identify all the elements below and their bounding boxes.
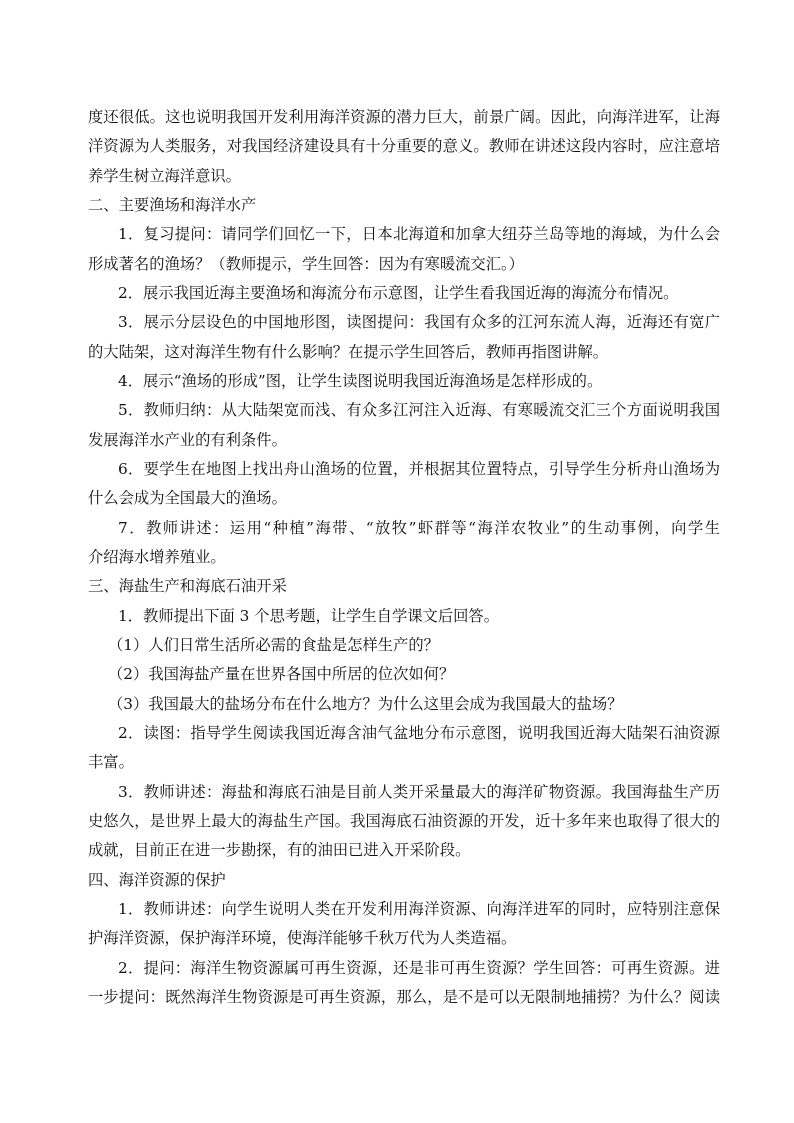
paragraph-line: 3．展示分层设色的中国地形图，读图提问：我国有众多的江河东流人海，近海还有宽广 bbox=[118, 313, 720, 332]
paragraph-line: 养学生树立海洋意识。 bbox=[88, 166, 241, 185]
paragraph-line: 6．要学生在地图上找出舟山渔场的位置，并根据其位置特点，引导学生分析舟山渔场为 bbox=[118, 459, 720, 478]
section-heading: 四、海洋资源的保护 bbox=[88, 870, 226, 889]
paragraph-line: 发展海洋水产业的有利条件。 bbox=[88, 430, 287, 449]
paragraph-line: 1．复习提问：请同学们回忆一下，日本北海道和加拿大纽芬兰岛等地的海域，为什么会 bbox=[118, 225, 720, 244]
paragraph-line: 度还很低。这也说明我国开发利用海洋资源的潜力巨大，前景广阔。因此，向海洋进军，让海 bbox=[88, 108, 720, 126]
paragraph-line: 2．读图：指导学生阅读我国近海含油气盆地分布示意图，说明我国近海大陆架石油资源 bbox=[118, 723, 720, 742]
paragraph-line: 1．教师提出下面 3 个思考题，让学生自学课文后回答。 bbox=[118, 606, 500, 625]
paragraph-line: 丰富。 bbox=[88, 753, 134, 772]
paragraph-line: 什么会成为全国最大的渔场。 bbox=[88, 489, 287, 508]
paragraph-line: 3．教师讲述：海盐和海底石油是目前人类开采量最大的海洋矿物资源。我国海盐生产历 bbox=[118, 782, 720, 801]
paragraph-line: 的大陆架，这对海洋生物有什么影响？在提示学生回答后，教师再指图讲解。 bbox=[88, 342, 609, 361]
question-item: （1）人们日常生活所必需的食盐是怎样生产的？ bbox=[108, 635, 439, 654]
section-heading: 二、主要渔场和海洋水产 bbox=[88, 195, 257, 214]
question-item: （3）我国最大的盐场分布在什么地方？为什么这里会成为我国最大的盐场？ bbox=[108, 694, 623, 713]
paragraph-line: 5．教师归纳：从大陆架宽而浅、有众多江河注入近海、有寒暖流交汇三个方面说明我国 bbox=[118, 401, 720, 420]
paragraph-line: 2．提问：海洋生物资源属可再生资源，还是非可再生资源？学生回答：可再生资源。进 bbox=[118, 958, 720, 977]
document-page bbox=[88, 103, 720, 1012]
paragraph-line: 一步提问：既然海洋生物资源是可再生资源，那么，是不是可以无限制地捕捞？为什么？阅读 bbox=[88, 987, 720, 1006]
paragraph-line: 4．展示“渔场的形成”图，让学生读图说明我国近海渔场是怎样形成的。 bbox=[118, 371, 603, 390]
paragraph-line: 1．教师讲述：向学生说明人类在开发利用海洋资源、向海洋进军的同时，应特别注意保 bbox=[118, 899, 720, 918]
paragraph-line: 成就，目前正在进一步勘探，有的油田已进入开采阶段。 bbox=[88, 841, 471, 860]
question-item: （2）我国海盐产量在世界各国中所居的位次如何？ bbox=[108, 665, 455, 684]
paragraph-line: 护海洋资源，保护海洋环境，使海洋能够千秋万代为人类造福。 bbox=[88, 929, 517, 948]
paragraph-line: 2．展示我国近海主要渔场和海流分布示意图，让学生看我国近海的海流分布情况。 bbox=[118, 283, 679, 302]
paragraph-line: 洋资源为人类服务，对我国经济建设具有十分重要的意义。教师在讲述这段内容时，应注意培 bbox=[88, 137, 720, 156]
paragraph-line: 形成著名的渔场？（教师提示，学生回答：因为有寒暖流交汇。） bbox=[88, 254, 524, 273]
paragraph-line: 介绍海水增养殖业。 bbox=[88, 547, 226, 566]
section-heading: 三、海盐生产和海底石油开采 bbox=[88, 577, 287, 596]
paragraph-line: 史悠久，是世界上最大的海盐生产国。我国海底石油资源的开发，近十多年来也取得了很大的 bbox=[88, 811, 720, 830]
paragraph-line: 7．教师讲述：运用“种植”海带、“放牧”虾群等“海洋农牧业”的生动事例，向学生 bbox=[118, 518, 720, 537]
